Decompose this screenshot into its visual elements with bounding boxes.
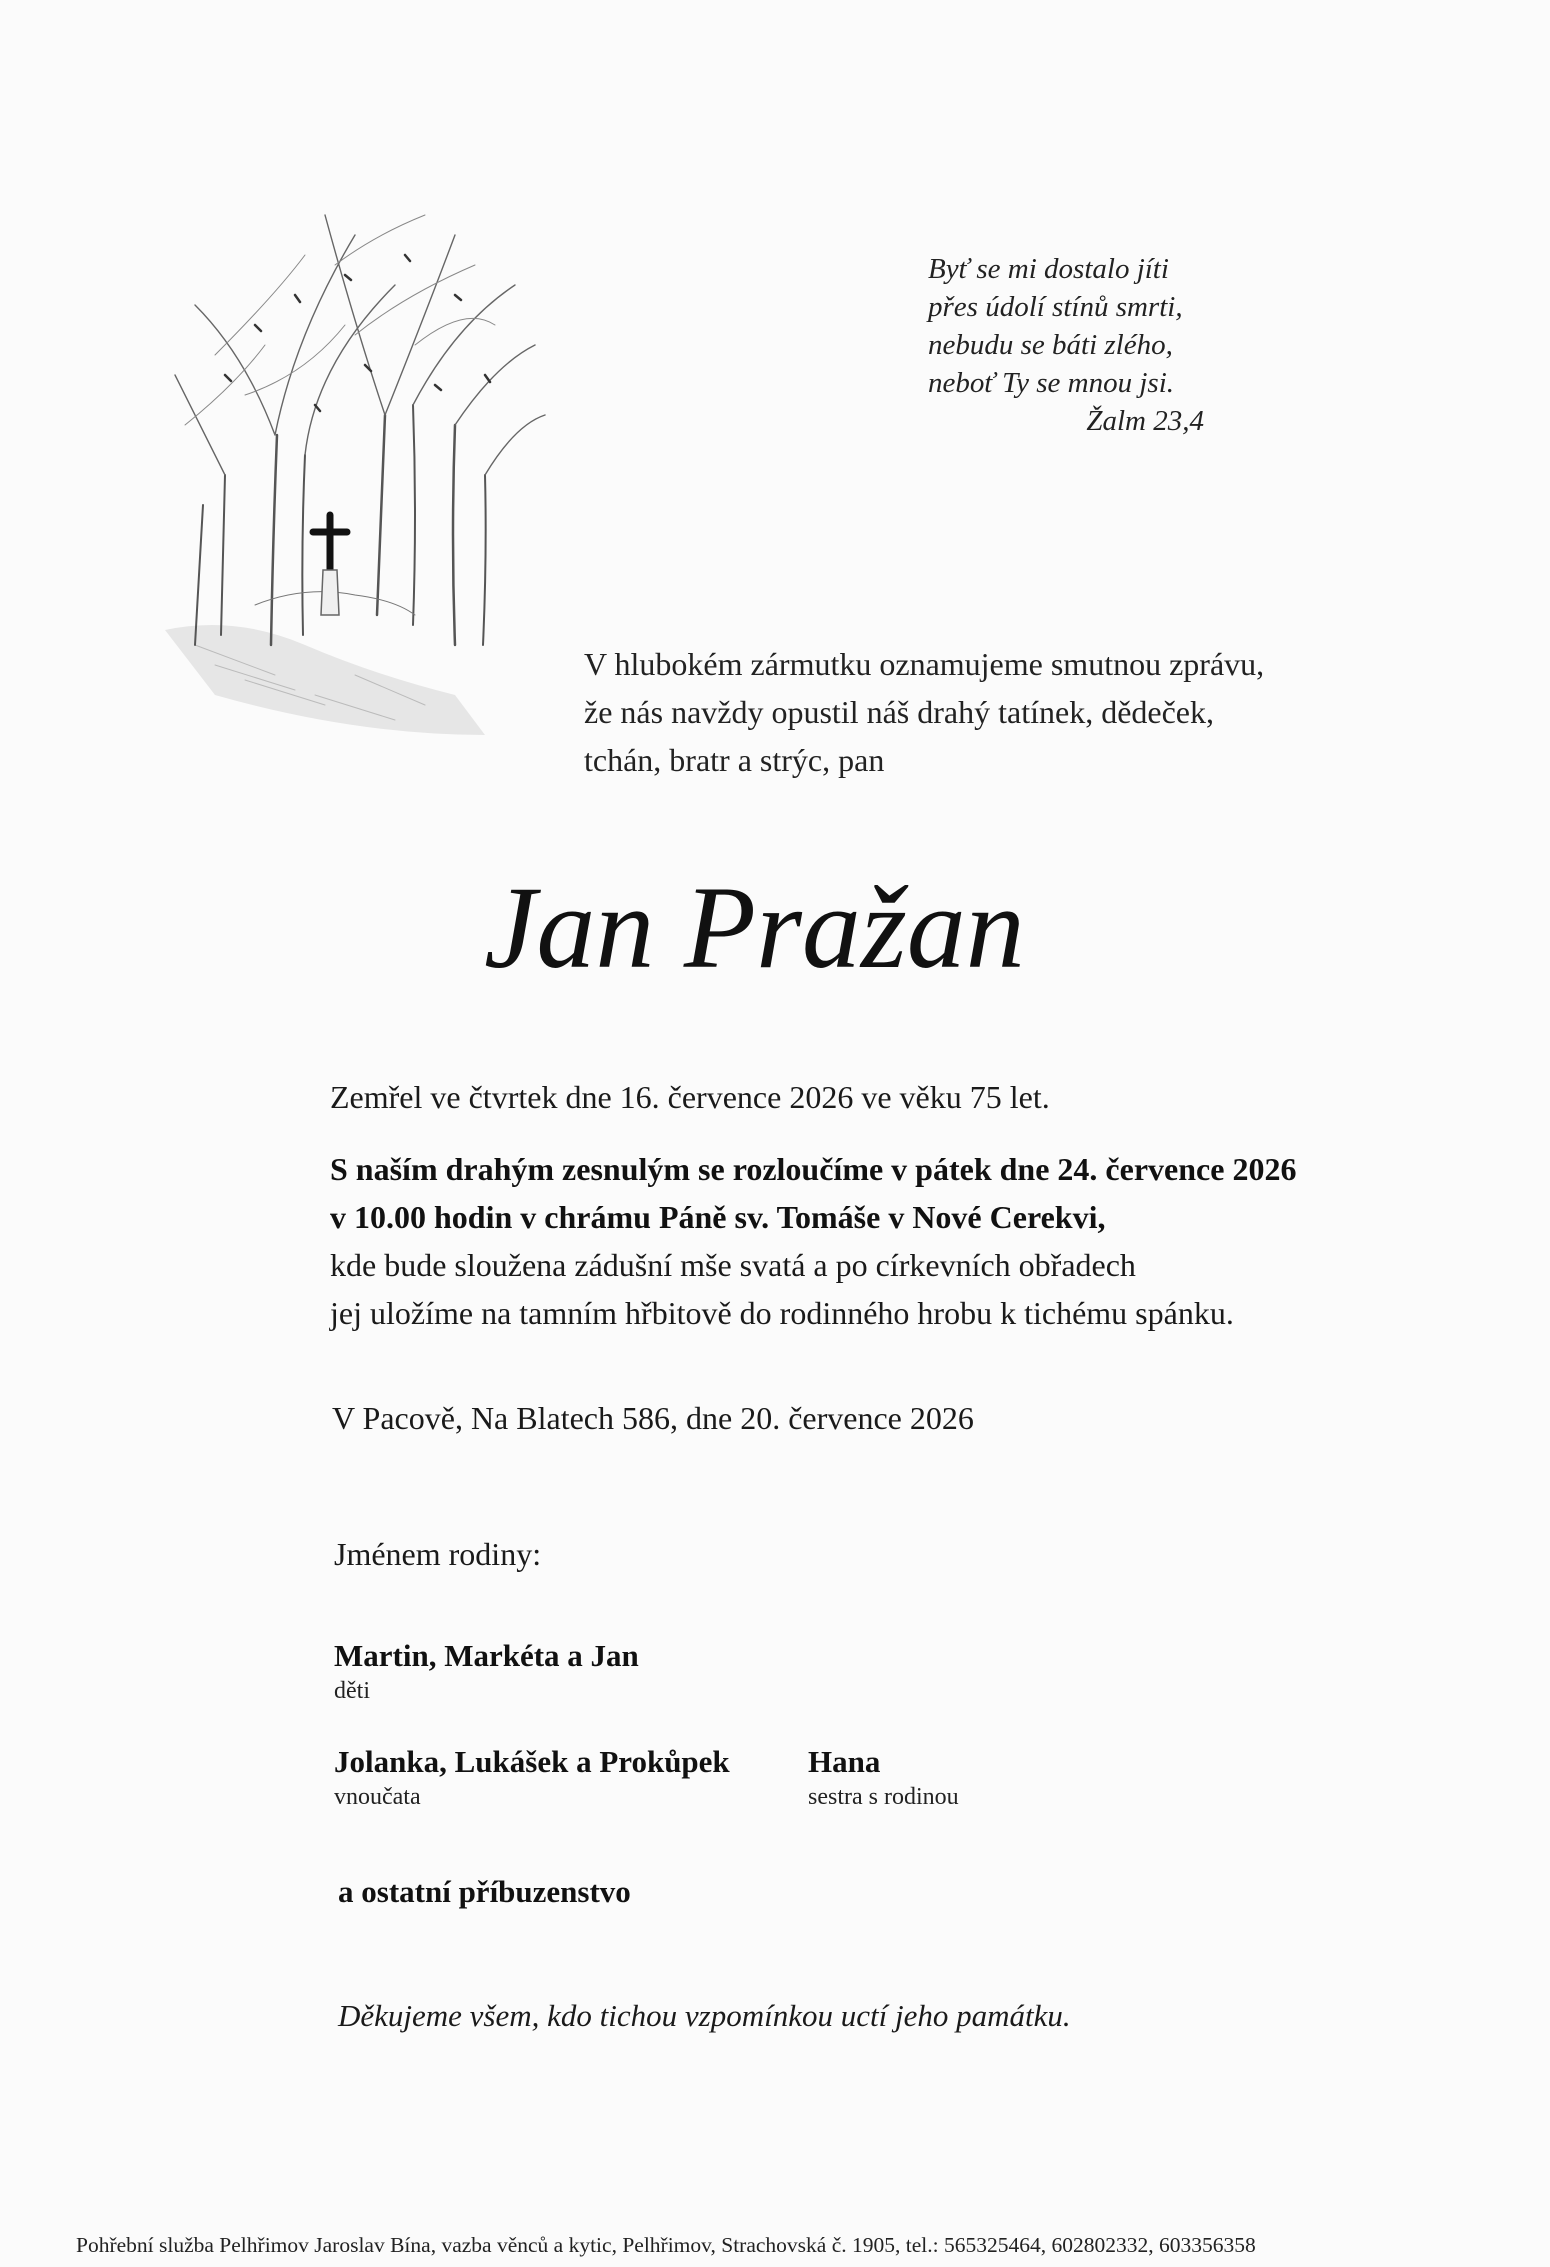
deceased-name: Jan Pražan	[484, 862, 1025, 993]
family-label: Jménem rodiny:	[334, 1536, 542, 1572]
family-group-sister	[808, 1742, 959, 1812]
quote-line: neboť Ty se mnou jsi.	[928, 367, 1175, 399]
family-role: děti	[334, 1678, 370, 1704]
announcement-line: V hlubokém zármutku oznamujeme smutnou zprávu,	[584, 646, 1265, 682]
announcement-line: tchán, bratr a strýc, pan	[584, 742, 885, 778]
announcement	[584, 640, 1384, 784]
family-names: Hana	[808, 1744, 881, 1779]
funeral-bold-line: v 10.00 hodin v chrámu Páně sv. Tomáše v Nové Cerekvi,	[330, 1199, 1106, 1235]
death-notice: Zemřel ve čtvrtek dne 16. července 2026 ve věku 75 let.	[330, 1079, 1050, 1115]
family-names: Jolanka, Lukášek a Prokůpek	[334, 1744, 730, 1779]
funeral-info	[330, 1145, 1380, 1337]
psalm-quote	[928, 250, 1248, 440]
place-date: V Pacově, Na Blatech 586, dne 20. července 2026	[332, 1400, 974, 1436]
funeral-line: jej uložíme na tamním hřbitově do rodinného hrobu k tichému spánku.	[330, 1295, 1234, 1331]
funeral-bold-line: S naším drahým zesnulým se rozloučíme v pátek dne 24. července 2026	[330, 1151, 1297, 1187]
trees-cross-illustration-icon	[155, 175, 555, 745]
announcement-line: že nás navždy opustil náš drahý tatínek, dědeček,	[584, 694, 1214, 730]
quote-line: nebudu se báti zlého,	[928, 329, 1173, 361]
family-group-children	[334, 1636, 639, 1706]
thanks-line: Děkujeme všem, kdo tichou vzpomínkou uctí jeho památku.	[338, 1998, 1071, 2033]
funeral-service-footer: Pohřební služba Pelhřimov Jaroslav Bína, vazba věnců a kytic, Pelhřimov, Strachovská č. 1905, tel.: 565325464, 602802332, 603356358	[76, 2233, 1256, 2257]
quote-line: Byť se mi dostalo jíti	[928, 253, 1169, 285]
family-group-grandchildren	[334, 1742, 730, 1812]
funeral-line: kde bude sloužena zádušní mše svatá a po církevních obřadech	[330, 1247, 1136, 1283]
other-relatives: a ostatní příbuzenstvo	[338, 1874, 631, 1909]
family-names: Martin, Markéta a Jan	[334, 1638, 639, 1673]
quote-line: přes údolí stínů smrti,	[928, 291, 1183, 323]
quote-reference: Žalm 23,4	[1086, 405, 1204, 437]
family-role: vnoučata	[334, 1784, 421, 1810]
family-role: sestra s rodinou	[808, 1784, 959, 1810]
